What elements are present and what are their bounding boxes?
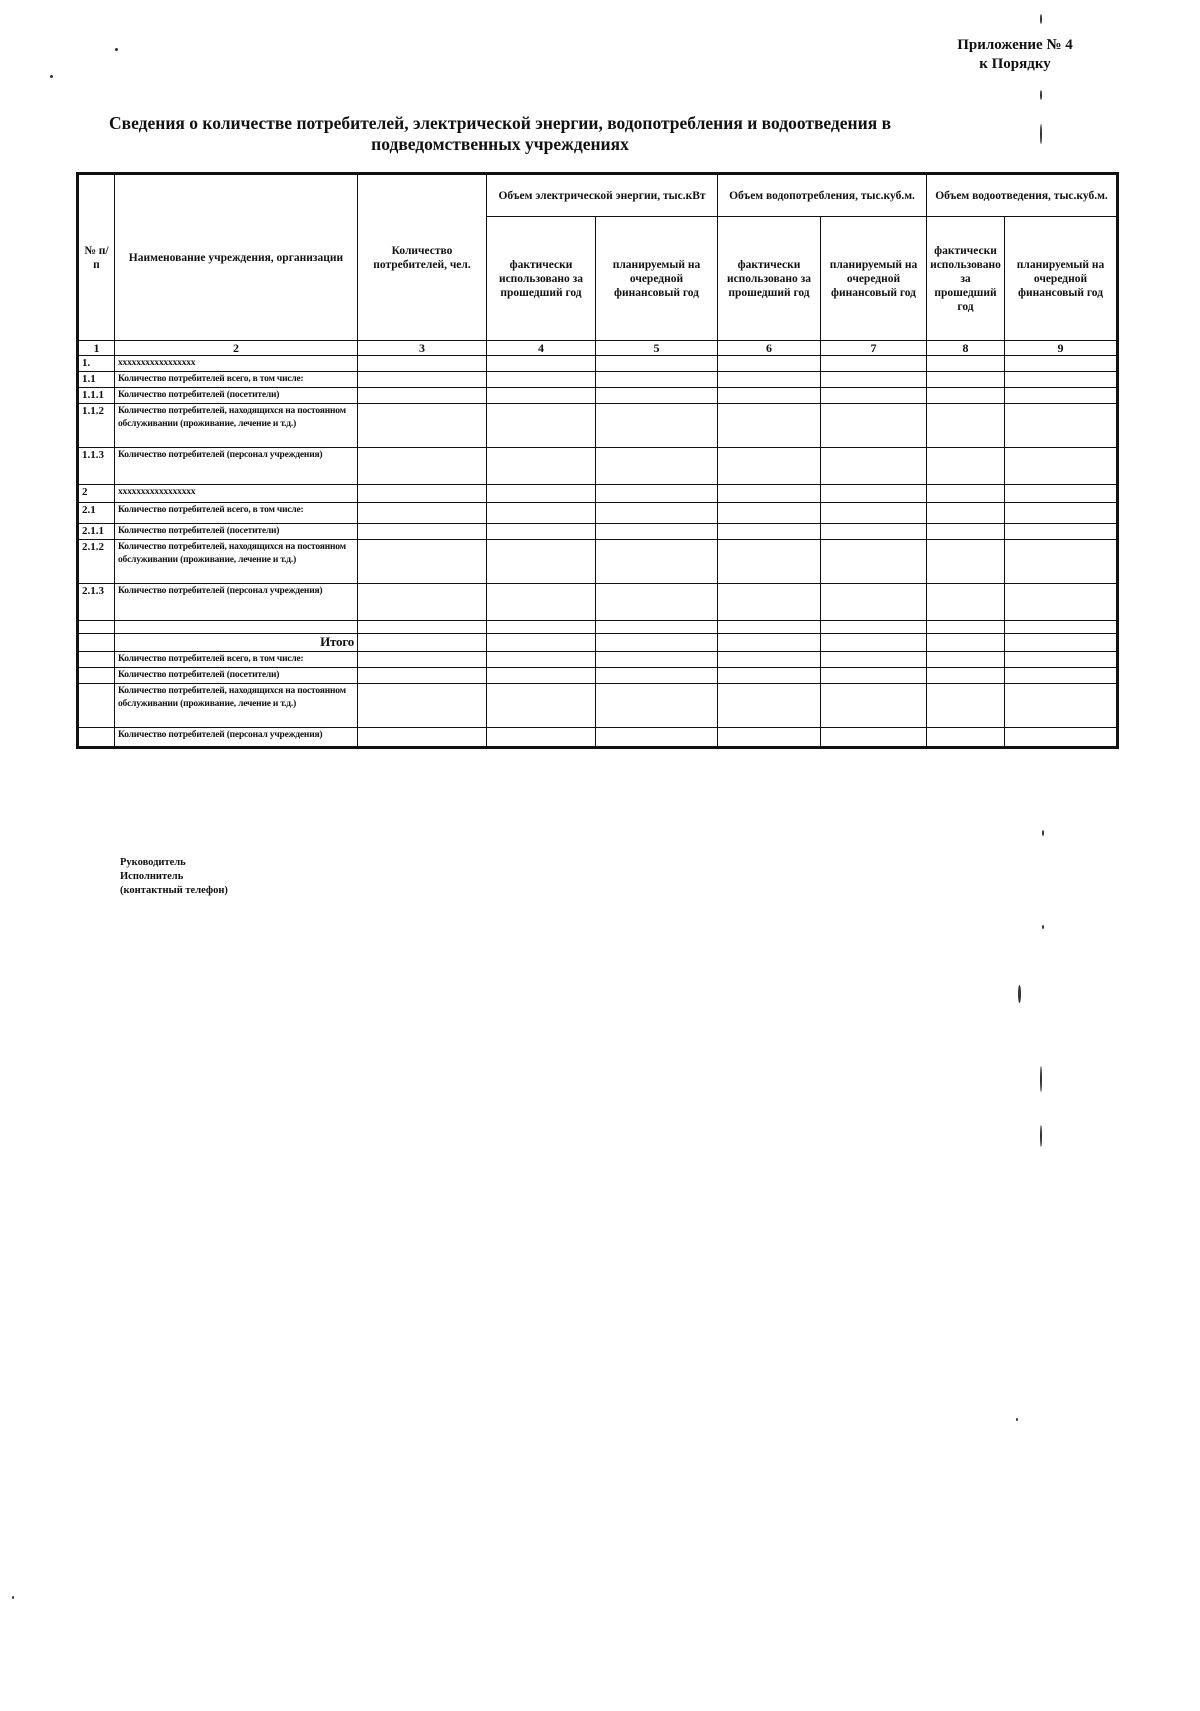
column-number: 8	[927, 341, 1005, 356]
value-cell[interactable]	[358, 448, 487, 485]
value-cell[interactable]	[927, 503, 1005, 524]
row-name: Количество потребителей (персонал учреждения)	[115, 584, 358, 621]
row-number	[78, 621, 115, 634]
value-cell[interactable]	[358, 540, 487, 584]
value-cell[interactable]	[487, 634, 596, 652]
value-cell[interactable]	[927, 634, 1005, 652]
column-number: 3	[358, 341, 487, 356]
value-cell[interactable]	[1005, 621, 1118, 634]
value-cell[interactable]	[358, 668, 487, 684]
table-row	[78, 668, 1118, 684]
value-cell[interactable]	[718, 652, 821, 668]
row-name: Количество потребителей (персонал учреждения)	[115, 728, 358, 748]
appendix-label	[940, 36, 1090, 74]
value-cell[interactable]	[718, 728, 821, 748]
value-cell[interactable]	[821, 404, 927, 448]
row-number: 2.1.3	[78, 584, 115, 621]
value-cell[interactable]	[1005, 372, 1118, 388]
value-cell[interactable]	[1005, 634, 1118, 652]
value-cell[interactable]	[1005, 356, 1118, 372]
value-cell[interactable]	[487, 524, 596, 540]
value-cell[interactable]	[821, 388, 927, 404]
value-cell[interactable]	[487, 540, 596, 584]
value-cell[interactable]	[487, 388, 596, 404]
table-row	[78, 634, 1118, 652]
value-cell[interactable]	[821, 652, 927, 668]
table-body	[78, 356, 1118, 748]
value-cell[interactable]	[1005, 503, 1118, 524]
value-cell[interactable]	[487, 485, 596, 503]
value-cell[interactable]	[1005, 684, 1118, 728]
row-number	[78, 728, 115, 748]
value-cell[interactable]	[596, 634, 718, 652]
table-row	[78, 388, 1118, 404]
value-cell[interactable]	[358, 372, 487, 388]
value-cell[interactable]	[821, 684, 927, 728]
scan-speck	[50, 75, 53, 78]
table-row	[78, 404, 1118, 448]
table-row	[78, 503, 1118, 524]
value-cell[interactable]	[821, 584, 927, 621]
value-cell[interactable]	[487, 652, 596, 668]
value-cell[interactable]	[596, 448, 718, 485]
value-cell[interactable]	[487, 448, 596, 485]
row-number: 2	[78, 485, 115, 503]
value-cell[interactable]	[1005, 652, 1118, 668]
value-cell[interactable]	[1005, 728, 1118, 748]
row-number	[78, 634, 115, 652]
value-cell[interactable]	[718, 584, 821, 621]
value-cell[interactable]	[358, 524, 487, 540]
table-row	[78, 540, 1118, 584]
value-cell[interactable]	[927, 540, 1005, 584]
row-name: Количество потребителей всего, в том числе:	[115, 652, 358, 668]
value-cell[interactable]	[927, 404, 1005, 448]
row-number	[78, 684, 115, 728]
consumption-table	[76, 172, 1119, 749]
table-row	[78, 621, 1118, 634]
value-cell[interactable]	[596, 388, 718, 404]
scan-speck	[115, 48, 118, 51]
value-cell[interactable]	[927, 728, 1005, 748]
value-cell[interactable]	[718, 485, 821, 503]
value-cell[interactable]	[927, 356, 1005, 372]
row-number	[78, 668, 115, 684]
value-cell[interactable]	[358, 584, 487, 621]
value-cell[interactable]	[718, 540, 821, 584]
column-number-row	[78, 341, 1118, 356]
row-name: ххххххххххххххххх	[115, 485, 358, 503]
table-row	[78, 485, 1118, 503]
value-cell[interactable]	[487, 728, 596, 748]
value-cell[interactable]	[1005, 448, 1118, 485]
table-row	[78, 584, 1118, 621]
value-cell[interactable]	[927, 372, 1005, 388]
header-num: № п/п	[78, 174, 115, 341]
scan-speck	[1040, 124, 1042, 144]
header-water-disposal-planned: планируемый на очередной финансовый год	[1005, 217, 1118, 341]
table-row	[78, 728, 1118, 748]
value-cell[interactable]	[1005, 485, 1118, 503]
row-number: 1.1.1	[78, 388, 115, 404]
document-title	[60, 113, 940, 155]
value-cell[interactable]	[596, 728, 718, 748]
header-electricity-actual: фактически использовано за прошедший год	[487, 217, 596, 341]
table-row	[78, 652, 1118, 668]
scan-speck	[1040, 1066, 1042, 1092]
scan-speck	[1042, 925, 1044, 929]
value-cell[interactable]	[358, 684, 487, 728]
value-cell[interactable]	[821, 634, 927, 652]
value-cell[interactable]	[821, 448, 927, 485]
executor-label: Исполнитель	[120, 871, 184, 882]
value-cell[interactable]	[1005, 388, 1118, 404]
value-cell[interactable]	[927, 388, 1005, 404]
row-name: Количество потребителей всего, в том числе:	[115, 503, 358, 524]
value-cell[interactable]	[487, 584, 596, 621]
value-cell[interactable]	[487, 372, 596, 388]
value-cell[interactable]	[596, 404, 718, 448]
value-cell[interactable]	[821, 540, 927, 584]
value-cell[interactable]	[821, 356, 927, 372]
value-cell[interactable]	[596, 668, 718, 684]
value-cell[interactable]	[821, 372, 927, 388]
value-cell[interactable]	[821, 668, 927, 684]
row-number: 2.1.2	[78, 540, 115, 584]
header-water-use: Объем водопотребления, тыс.куб.м.	[718, 174, 927, 217]
column-number: 6	[718, 341, 821, 356]
head-label: Руководитель	[120, 857, 186, 868]
header-water-disposal: Объем водоотведения, тыс.куб.м.	[927, 174, 1118, 217]
scan-speck	[1040, 14, 1042, 24]
table-row	[78, 372, 1118, 388]
value-cell[interactable]	[487, 684, 596, 728]
column-number: 1	[78, 341, 115, 356]
row-name: Количество потребителей (персонал учреждения)	[115, 448, 358, 485]
header-name: Наименование учреждения, организации	[115, 174, 358, 341]
value-cell[interactable]	[927, 621, 1005, 634]
value-cell[interactable]	[596, 540, 718, 584]
value-cell[interactable]	[487, 356, 596, 372]
value-cell[interactable]	[1005, 404, 1118, 448]
value-cell[interactable]	[358, 634, 487, 652]
row-number: 1.1.3	[78, 448, 115, 485]
title-line-1: Сведения о количестве потребителей, электрической энергии, водопотребления и водоотведения в	[108, 113, 892, 133]
value-cell[interactable]	[596, 621, 718, 634]
value-cell[interactable]	[596, 485, 718, 503]
value-cell[interactable]	[358, 728, 487, 748]
row-number: 1.1	[78, 372, 115, 388]
value-cell[interactable]	[358, 404, 487, 448]
row-name: Количество потребителей всего, в том числе:	[115, 372, 358, 388]
scan-speck	[12, 1596, 14, 1599]
value-cell[interactable]	[487, 404, 596, 448]
value-cell[interactable]	[718, 684, 821, 728]
total-label: Итого	[115, 634, 358, 652]
appendix-number: Приложение № 4	[957, 37, 1073, 53]
scan-speck	[1016, 1418, 1018, 1421]
value-cell[interactable]	[718, 503, 821, 524]
value-cell[interactable]	[1005, 584, 1118, 621]
value-cell[interactable]	[1005, 540, 1118, 584]
value-cell[interactable]	[718, 668, 821, 684]
table-row	[78, 356, 1118, 372]
value-cell[interactable]	[358, 485, 487, 503]
value-cell[interactable]	[487, 621, 596, 634]
value-cell[interactable]	[358, 652, 487, 668]
column-number: 4	[487, 341, 596, 356]
value-cell[interactable]	[596, 503, 718, 524]
value-cell[interactable]	[596, 372, 718, 388]
value-cell[interactable]	[487, 503, 596, 524]
column-number: 9	[1005, 341, 1118, 356]
header-water-use-actual: фактически использовано за прошедший год	[718, 217, 821, 341]
header-consumers: Количество потребителей, чел.	[358, 174, 487, 341]
row-number: 2.1.1	[78, 524, 115, 540]
contact-phone-label: (контактный телефон)	[120, 885, 228, 896]
row-number: 1.1.2	[78, 404, 115, 448]
value-cell[interactable]	[821, 621, 927, 634]
value-cell[interactable]	[927, 485, 1005, 503]
value-cell[interactable]	[821, 503, 927, 524]
value-cell[interactable]	[927, 524, 1005, 540]
value-cell[interactable]	[358, 356, 487, 372]
column-number: 5	[596, 341, 718, 356]
row-number	[78, 652, 115, 668]
table-row	[78, 524, 1118, 540]
row-name: Количество потребителей, находящихся на постоянном обслуживании (проживание, лечение и т.д.)	[115, 684, 358, 728]
scan-speck	[1018, 985, 1021, 1003]
value-cell[interactable]	[718, 372, 821, 388]
header-water-use-planned: планируемый на очередной финансовый год	[821, 217, 927, 341]
appendix-reference: к Порядку	[979, 56, 1051, 72]
table-row	[78, 448, 1118, 485]
header-electricity-planned: планируемый на очередной финансовый год	[596, 217, 718, 341]
scan-speck	[1040, 90, 1042, 100]
scan-speck	[1042, 830, 1044, 836]
value-cell[interactable]	[1005, 668, 1118, 684]
column-number: 7	[821, 341, 927, 356]
row-name: Количество потребителей (посетители)	[115, 668, 358, 684]
value-cell[interactable]	[927, 684, 1005, 728]
value-cell[interactable]	[718, 621, 821, 634]
value-cell[interactable]	[927, 448, 1005, 485]
row-name: Количество потребителей (посетители)	[115, 524, 358, 540]
value-cell[interactable]	[718, 524, 821, 540]
row-name: ххххххххххххххххх	[115, 356, 358, 372]
value-cell[interactable]	[358, 621, 487, 634]
value-cell[interactable]	[596, 652, 718, 668]
row-name	[115, 621, 358, 634]
title-line-2: подведомственных учреждениях	[371, 134, 629, 154]
value-cell[interactable]	[821, 728, 927, 748]
row-name: Количество потребителей, находящихся на постоянном обслуживании (проживание, лечение и т.д.)	[115, 404, 358, 448]
value-cell[interactable]	[596, 356, 718, 372]
value-cell[interactable]	[718, 388, 821, 404]
scan-speck	[1040, 1125, 1042, 1147]
signature-block	[120, 856, 228, 898]
value-cell[interactable]	[927, 652, 1005, 668]
table-row	[78, 684, 1118, 728]
value-cell[interactable]	[596, 584, 718, 621]
value-cell[interactable]	[718, 634, 821, 652]
value-cell[interactable]	[821, 524, 927, 540]
row-name: Количество потребителей (посетители)	[115, 388, 358, 404]
column-number: 2	[115, 341, 358, 356]
value-cell[interactable]	[358, 503, 487, 524]
value-cell[interactable]	[718, 448, 821, 485]
value-cell[interactable]	[1005, 524, 1118, 540]
header-water-disposal-actual: фактически использовано за прошедший год	[927, 217, 1005, 341]
value-cell[interactable]	[718, 356, 821, 372]
value-cell[interactable]	[927, 584, 1005, 621]
value-cell[interactable]	[821, 485, 927, 503]
value-cell[interactable]	[487, 668, 596, 684]
value-cell[interactable]	[927, 668, 1005, 684]
header-electricity: Объем электрической энергии, тыс.кВт	[487, 174, 718, 217]
value-cell[interactable]	[596, 524, 718, 540]
value-cell[interactable]	[596, 684, 718, 728]
value-cell[interactable]	[718, 404, 821, 448]
row-number: 1.	[78, 356, 115, 372]
value-cell[interactable]	[358, 388, 487, 404]
row-number: 2.1	[78, 503, 115, 524]
row-name: Количество потребителей, находящихся на постоянном обслуживании (проживание, лечение и т.д.)	[115, 540, 358, 584]
